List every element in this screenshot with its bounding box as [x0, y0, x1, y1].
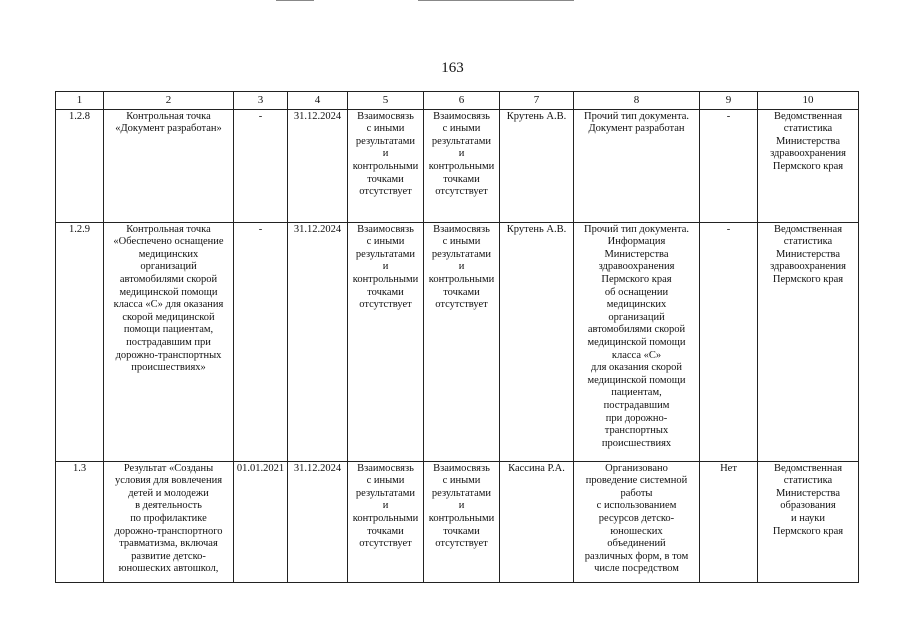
table-row: [56, 461, 859, 582]
row-link-1: Взаимосвязь с иными результатами и контрольными точками отсутствует: [348, 222, 424, 461]
row-responsible: Кассина Р.А.: [500, 461, 574, 582]
row-source: Ведомственная статистика Министерства здравоохранения Пермского края: [758, 222, 859, 461]
header-col-9: 9: [700, 92, 758, 110]
row-link-2: Взаимосвязь с иными результатами и контрольными точками отсутствует: [424, 461, 500, 582]
row-source: Ведомственная статистика Министерства здравоохранения Пермского края: [758, 109, 859, 222]
table-header-row: [56, 92, 859, 110]
page-number: 163: [441, 60, 464, 76]
row-doc-type: Прочий тип документа. Документ разработан: [574, 109, 700, 222]
row-start-date: 01.01.2021: [234, 461, 288, 582]
row-col9: -: [700, 222, 758, 461]
row-number: 1.2.9: [56, 222, 104, 461]
plan-table: [55, 91, 859, 583]
row-source: Ведомственная статистика Министерства образования и науки Пермского края: [758, 461, 859, 582]
row-number: 1.2.8: [56, 109, 104, 222]
row-end-date: 31.12.2024: [288, 109, 348, 222]
header-col-2: 2: [104, 92, 234, 110]
row-link-1: Взаимосвязь с иными результатами и контрольными точками отсутствует: [348, 109, 424, 222]
header-col-7: 7: [500, 92, 574, 110]
header-col-6: 6: [424, 92, 500, 110]
row-link-1: Взаимосвязь с иными результатами и контрольными точками отсутствует: [348, 461, 424, 582]
table-row: [56, 109, 859, 222]
row-link-2: Взаимосвязь с иными результатами и контрольными точками отсутствует: [424, 222, 500, 461]
row-start-date: -: [234, 222, 288, 461]
header-col-3: 3: [234, 92, 288, 110]
row-link-2: Взаимосвязь с иными результатами и контрольными точками отсутствует: [424, 109, 500, 222]
table-row: [56, 222, 859, 461]
row-doc-type: Организовано проведение системной работы с использованием ресурсов детско- юношеских объединений различных форм, в том числе посредством: [574, 461, 700, 582]
row-col9: -: [700, 109, 758, 222]
header-col-1: 1: [56, 92, 104, 110]
row-end-date: 31.12.2024: [288, 222, 348, 461]
row-end-date: 31.12.2024: [288, 461, 348, 582]
row-number: 1.3: [56, 461, 104, 582]
row-doc-type: Прочий тип документа. Информация Министерства здравоохранения Пермского края об оснащении медицинских организаций автомобилями скорой медицинской помощи класса «С» для оказания скорой медицинской помощи пациентам, пострадавшим при дорожно- транспортных происшествиях: [574, 222, 700, 461]
row-start-date: -: [234, 109, 288, 222]
header-col-5: 5: [348, 92, 424, 110]
row-responsible: Крутень А.В.: [500, 222, 574, 461]
row-name: Контрольная точка «Документ разработан»: [104, 109, 234, 222]
row-responsible: Крутень А.В.: [500, 109, 574, 222]
row-name: Контрольная точка «Обеспечено оснащение медицинских организаций автомобилями скорой медицинской помощи класса «С» для оказания скорой медицинской помощи пациентам, пострадавшим при дорожно-транспортных происшествиях»: [104, 222, 234, 461]
top-rule-right: [418, 0, 574, 1]
header-col-8: 8: [574, 92, 700, 110]
header-col-4: 4: [288, 92, 348, 110]
header-col-10: 10: [758, 92, 859, 110]
row-name: Результат «Созданы условия для вовлечения детей и молодежи в деятельность по профилактике дорожно-транспортного травматизма, включая развитие детско- юношеских автошкол,: [104, 461, 234, 582]
row-col9: Нет: [700, 461, 758, 582]
top-rule-left: [276, 0, 314, 1]
